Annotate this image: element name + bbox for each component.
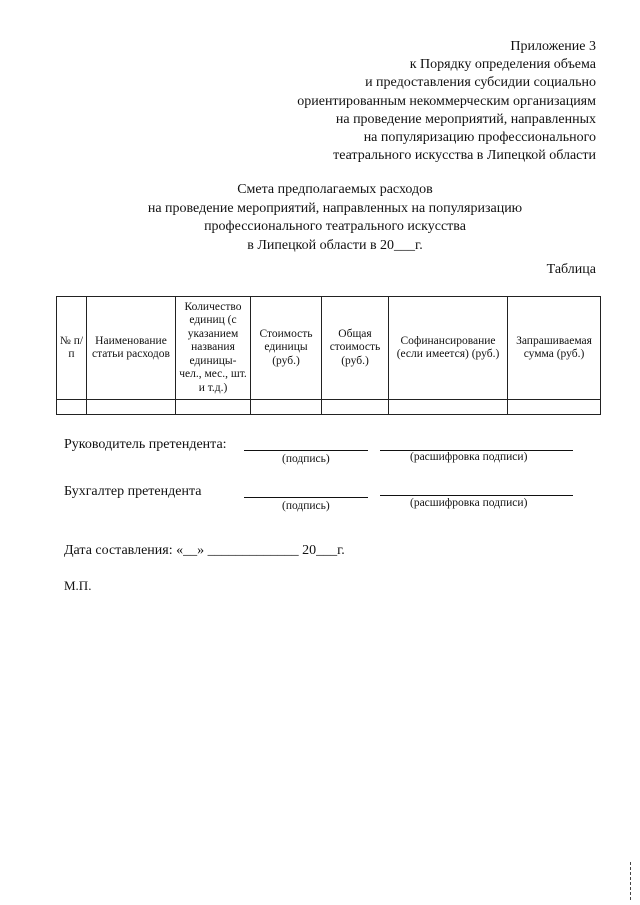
title-line: профессионального театрального искусства xyxy=(204,219,466,234)
appendix-line: и предоставления субсидии социально xyxy=(365,75,596,91)
header-item-name: Наименование статьи расходов xyxy=(87,297,176,400)
table-cell[interactable] xyxy=(87,400,176,415)
header-total-cost: Общая стоимость (руб.) xyxy=(322,297,389,400)
title-line: в Липецкой области в 20___г. xyxy=(247,237,423,253)
title-line: Смета предполагаемых расходов xyxy=(237,182,433,197)
header-cofinancing: Софинансирование (если имеется) (руб.) xyxy=(389,297,508,400)
header-number: № п/п xyxy=(57,297,87,400)
compile-date: Дата составления: «__» _____________ 20___г. xyxy=(64,543,345,558)
stamp-place-label: М.П. xyxy=(64,578,92,593)
accountant-decryption-line[interactable] xyxy=(380,495,573,496)
table-row xyxy=(57,400,601,415)
header-unit-cost: Стоимость единицы (руб.) xyxy=(251,297,322,400)
table-cell[interactable] xyxy=(508,400,601,415)
estimate-table xyxy=(56,296,601,415)
table-cell[interactable] xyxy=(251,400,322,415)
appendix-line: на популяризацию профессионального xyxy=(363,130,596,146)
scan-edge-mark xyxy=(630,862,633,900)
table-cell[interactable] xyxy=(176,400,251,415)
title-line: на проведение мероприятий, направленных на популяризацию xyxy=(147,200,523,216)
head-signature-line[interactable] xyxy=(244,450,368,451)
appendix-header xyxy=(236,38,596,165)
appendix-line: Приложение 3 xyxy=(510,39,596,54)
table-cell[interactable] xyxy=(57,400,87,415)
appendix-line: на проведение мероприятий, направленных xyxy=(335,111,596,127)
table-cell[interactable] xyxy=(322,400,389,415)
appendix-line: театрального искусства в Липецкой области xyxy=(333,148,596,164)
accountant-decryption-hint: (расшифровка подписи) xyxy=(410,497,528,509)
table-caption: Таблица xyxy=(546,262,596,277)
head-signature-label: Руководитель претендента: xyxy=(64,437,227,452)
appendix-line: ориентированным некоммерческим организациям xyxy=(297,93,596,109)
document-title xyxy=(100,181,570,255)
header-requested-sum: Запрашиваемая сумма (руб.) xyxy=(508,297,601,400)
accountant-signature-line[interactable] xyxy=(244,497,368,498)
appendix-line: к Порядку определения объема xyxy=(409,57,596,73)
accountant-signature-hint: (подпись) xyxy=(282,500,330,512)
head-decryption-hint: (расшифровка подписи) xyxy=(410,451,528,463)
table-cell[interactable] xyxy=(389,400,508,415)
table-header-row xyxy=(57,297,601,400)
header-quantity: Количество единиц (с указанием названия единицы- чел., мес., шт. и т.д.) xyxy=(176,297,251,400)
head-signature-hint: (подпись) xyxy=(282,453,330,465)
accountant-signature-label: Бухгалтер претендента xyxy=(64,484,202,499)
